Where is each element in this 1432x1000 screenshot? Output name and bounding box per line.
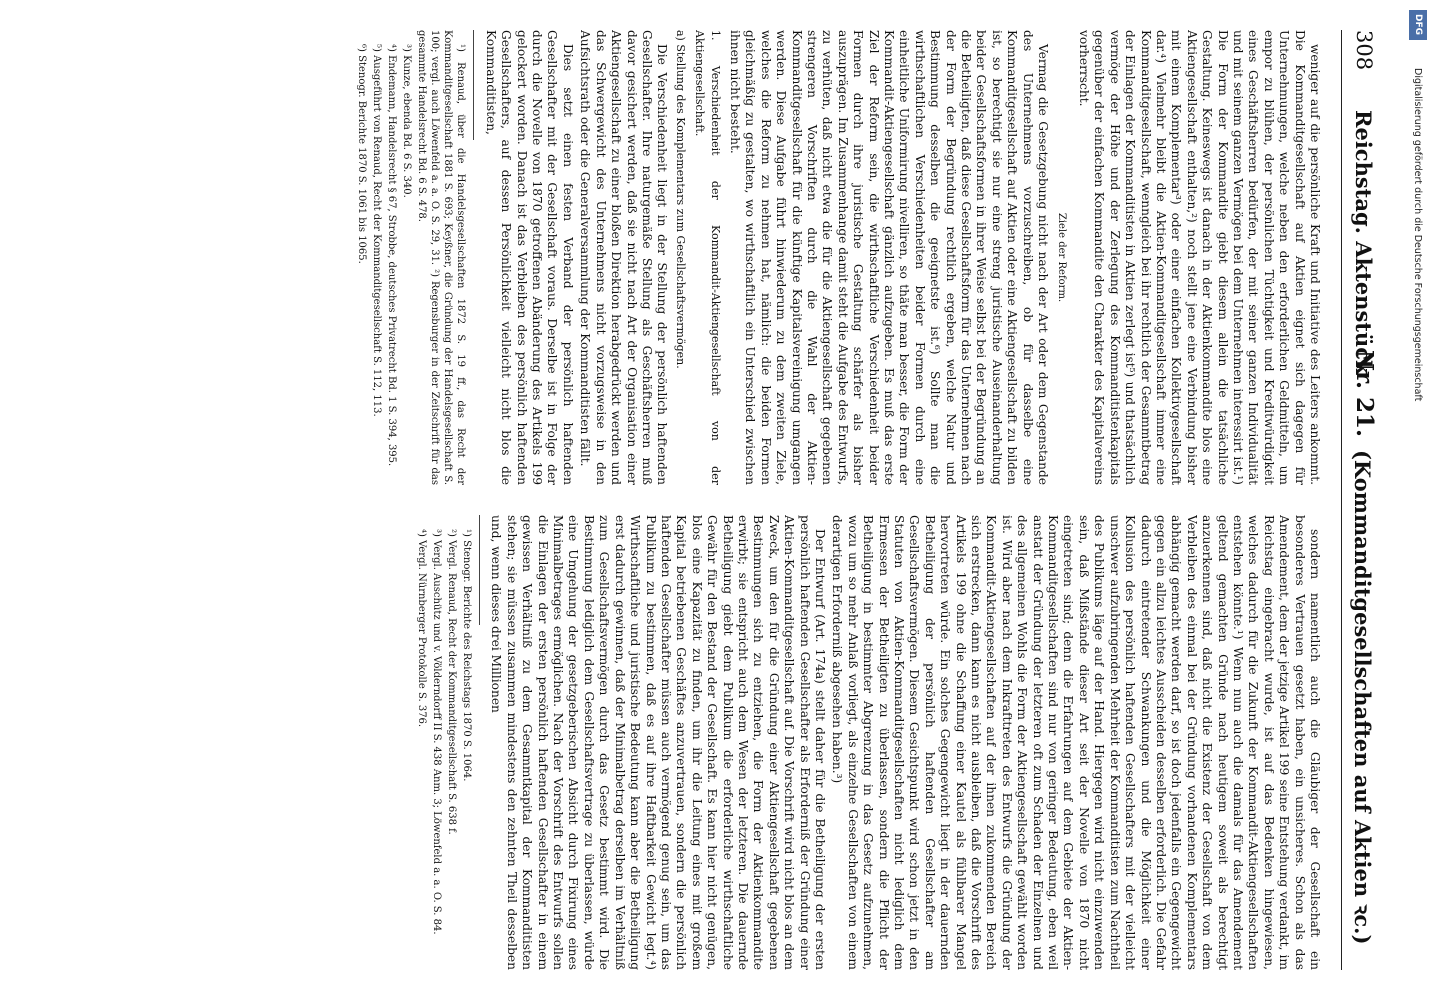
footnote-rule	[473, 30, 474, 140]
body-paragraph: Vermag die Gesetzgebung nicht nach der Art oder dem Gegenstande des Unternehmens vorzuschreiben, ob für dasselbe eine Kommanditgesellschaft auf Aktien oder eine Aktiengesellschaft zu bilden ist, so berechtigt sie nur eine streng juristische Auseinanderhaltung beider Gesellschaftsformen in ihrer Weise selbst bei der Begründung an die Betheiligten, daß diese Gesellschaftsform für das Unternehmen nach der Form der Begründung rechtlich ergeben, welche Natur und Bestimmung desselben die geeignetste ist.⁶) Sollte man die wirthschaftlichen Verschiedenheiten beider Formen durch eine einheitliche Uniformirung nivelliren, so thäte man besser, die Form der Kommandit-Aktiengesellschaft gänzlich aufzugeben. Es muß das erste Ziel der Reform sein, die wirthschaftliche Verschiedenheit beider Formen durch ihre juristische Gestaltung schärfer als bisher auszuprägen. Im Zusammenhange damit steht die Aufgabe des Entwurfs, zu verhüten, daß nicht etwa die für die Aktiengesellschaft gegebenen strengeren Vorschriften durch die Wahl der Aktien-Kommanditgesellschaft für die künftige Kapitalsvereinigung umgangen werden. Diese Aufgabe führt hinwiederum zu dem zweiten Ziele, welches die Reform zu nehmen hat, nämlich: die beiden Formen gleichmäßig zu gestalten, wo wirthschaftlich ein Unterschied zwischen ihnen nicht besteht.	[727, 30, 1051, 485]
subsection-heading: 1. Verschiedenheit der Kommandit-Aktiengesellschaft von der Aktiengesellschaft.	[693, 30, 722, 485]
footnote: ²) Vergl. Renaud, Recht der Kommanditgesellschaft S. 638 f.	[446, 529, 458, 835]
credit-text: Digitalisierung gefördert durch die Deutsche Forschungsgemeinschaft	[1412, 68, 1423, 402]
page-header	[1341, 30, 1382, 970]
right-column	[87, 515, 1322, 970]
document-subject: (Kommanditgesellschaften auf Aktien ꝛc.)	[1350, 450, 1375, 945]
digitization-credit	[1412, 8, 1423, 993]
footnote-rule	[479, 515, 480, 625]
body-paragraph: weniger auf die persönliche Kraft und Initiative des Leiters ankommt. Die Kommanditgesellschaft auf Aktien eignet sich dagegen für Unternehmungen, welche neben den erforderlichen Geldmitteln, um empor zu blühen, der persönlichen Tüchtigkeit und Kreditwürdigkeit eines Geschäftsherren bedürfen, der mit seiner ganzen Individualität und mit seinem ganzen Vermögen bei dem Unternehmen interessirt ist.¹) Die Form der Kommandite giebt diesem allein die tatsächliche Gestaltung. Keineswegs ist danach in der Aktienkommandite blos eine Aktiengesellschaft enthalten,²) noch stellt jene eine Verbindung bisher mit einem Komplementar³) oder einer einfachen Kollektivgesellschaft dar.⁴) Vielmehr bleibt die Aktien-Kommanditgesellschaft immer eine Kommanditgesellschaft, wenngleich bei ihr rechtlich der Gesammtbetrag der Einlagen der Kommanditisten in Aktien zerlegt ist⁵) und thatsächlich vermöge der Höhe und der Zerlegung des Kommanditistenkapitals gegenüber der einfachen Kommandite den Charakter des Kapitalvereins vorherrscht.	[1076, 30, 1322, 485]
subsection-heading: a) Stellung des Komplementars zum Gesellschaftsvermögen.	[673, 30, 687, 369]
footnote: ⁴) Endemann, Handelsrecht § 67, Strobbe, deutsches Privatrecht Bd. 1 S. 394, 395.	[386, 44, 398, 467]
body-paragraph: Der Entwurf (Art. 174a) stellt daher für die Betheiligung der ersten persönlich haftenden Gesellschafter als Erforderniß der Gründung einer Aktien-Kommanditgesellschaft auf. Die Vorschrift wird nicht blos an dem Zweck, um den für die Gründung einer Aktiengesellschaft gegebenen Bestimmungen sich zu entziehen, die Form der Aktienkommandite erwirbt; sie entspricht auch dem Wesen der letzteren. Die dauernde Betheiligung giebt dem Publikum die erforderliche wirthschaftliche Gewähr für den Bestand der Gesellschaft. Es kann hier nicht genügen, blos eine Kapazität zu finden, um ihr die Leitung eines mit großem Kapital betriebenen Geschäftes anzuvertrauen, sondern die persönlich haftenden Gesellschafter müssen auch vermögend genug sein, um das Publikum zu bestimmen, daß es auf ihre Haftbarkeit Gewicht legt.⁴) Wirthschaftliche und juristische Bedeutung kann aber die Betheiligung erst dadurch gewinnen, daß der Minimalbetrag derselben im Verhältniß zum Gesellschaftsvermögen durch das Gesetz bestimmt wird. Die Bestimmung lediglich dem Gesellschaftsvertrage zu überlassen, würde eine Umgehung der gesetzgeberischen Absicht durch Fixirung eines Minimalbetrages ermöglichen. Nach der Vorschrift des Entwurfs sollen die Einlagen der ersten persönlich haftenden Gesellschafter in einem gewissen Verhältniß zu dem Gesammtkapital der Kommanditisten stehen; sie müssen zusammen mindestens den zehnten Theil desselben und, wenn dieses drei Millionen	[489, 515, 827, 970]
page-number: 308	[1352, 30, 1376, 71]
footnote: ⁵) Ausgeführt von Renaud, Recht der Kommanditgesellschaft S. 112, 113.	[371, 44, 383, 417]
body-paragraph: Die Verschiedenheit liegt in der Stellung der persönlich haftenden Gesellschafter. Ihre naturgemäße Stellung als Geschäftsherren muß davor gesichert werden, daß sie nicht nach Art der Organisation einer Aktiengesellschaft zu einer bloßen Direktion herabgedrückt werden und das Schwergewicht des Unternehmens nicht vorzugsweise in den Aufsichtsrath oder die Generalversammlung der Kommanditisten fällt.	[578, 30, 670, 485]
footnotes	[355, 30, 467, 485]
body-paragraph: sondern namentlich auch die Gläubiger der Gesellschaft ein besonderes Vertrauen gesetzt haben, ein unsicheres. Schon als das Amendement, dem der jetzige Artikel 199 seine Entstehung verdankt, im Reichstag eingebracht wurde, ist auf das Bedenken hingewiesen, welches dadurch für die Zukunft der Kommandit-Aktiengesellschaften entstehen könnte.¹) Wenn nun auch die damals für das Amendement geltend gemachten Gründe nach heutigem soweit als berechtigt anzuerkennen sind, daß nicht die Existenz der Gesellschaft von dem Verbleiben des einmal bei der Gründung vorhandenen Komplementars abhängig gemacht werden darf, so ist doch jedenfalls ein Gegengewicht gegen ein allzu leichtes Ausscheiden desselben erforderlich. Die Gefahr dadurch eintretender Schwankungen und die Möglichkeit einer Kollusion des persönlich haftenden Gesellschafters mit der vielleicht unschwer aufzubringenden Mehrheit der Kommanditisten zum Nachtheil des Publikums läge auf der Hand. Hiergegen wird nicht einzuwenden sein, daß Mißstände dieser Art seit der Novelle von 1870 nicht eingetreten sind; denn die Erfahrungen auf dem Gebiete der Aktien-Kommanditgesellschaften sind nur von geringer Bedeutung, eben weil anstatt der Gründung der letzteren oft zum Schaden der Einzelnen und des allgemeinen Wohls die Form der Aktiengesellschaft gewählt worden ist. Wird aber nach dem Inkrafttreten des Entwurfs die Gründung der Kommandit-Aktiengesellschaften auf der ihnen zukommenden Bereich sich erstrecken, dann kann es nicht ausbleiben, daß die Vorschrift des Artikels 199 ohne die Schaffung einer Kautel als fühlbarer Mangel hervortreten würde. Ein solches Gegengewicht liegt in der dauernden Betheiligung der persönlich haftenden Gesellschafter am Gesellschaftsvermögen. Diesem Gesichtspunkt wird schon jetzt in den Statuten von Aktien-Kommanditgesellschaften nicht lediglich dem Ermessen der Betheiligten zu überlassen, sondern die Pflicht der Betheiligung in bestimmter Abgrenzung in das Gesetz aufzunehmen, wozu um so mehr Anlaß vorliegt, als einzelne Gesellschaften von einem derartigen Erforderniß abgesehen haben.³)	[830, 515, 1322, 970]
footnote: ¹) Stenogr. Berichte des Reichstags 1870 S. 1064.	[461, 529, 473, 782]
left-column	[87, 30, 1322, 485]
body-paragraph: Dies setzt einen festen Verband der persönlich haftenden Gesellschafter mit der Gesellschaft voraus. Derselbe ist in Folge der durch die Novelle von 1870 getroffenen Abänderung des Artikels 199 gelockert worden. Danach ist das Verbleiben des persönlich haftenden Gesellschafters, auf dessen Persönlichkeit vielleicht nicht blos die Kommanditisten,	[483, 30, 575, 485]
dfg-logo: DFG	[1409, 10, 1427, 40]
section-title: Ziele der Reform.	[1056, 212, 1068, 303]
footnotes	[415, 515, 473, 970]
document-number: Nr. 21.	[1351, 350, 1378, 438]
footnote: ³) Kunze, ebenda Bd. 6 S. 340.	[401, 44, 413, 198]
footnote: ⁶) Stenogr. Berichte 1870 S. 1061 bis 1065.	[356, 44, 368, 264]
running-title: Reichstag. Aktenstück	[1351, 110, 1376, 375]
footnote: ⁴) Vergl. Nürnberger Protokolle S. 376.	[416, 529, 428, 728]
footnote: ³) Vergl. Auschütz und v. Völderndorff II S. 438 Anm. 3; Löwenfeld a. a. O. S. 84.	[431, 529, 443, 935]
footnote: ¹) Renaud, über die Handelsgesellschaften 1872 S. 19 ff., das Recht der Kommanditgesellschaft 1881 S. 693; Keyßner, die Gründung der Handelsgesellschaft S. 100; vergl. auch Löwenfeld a. a. O. S. 29, 31. ²) Regensburger in der Zeitschrift für das gesammte Handelsrecht Bd. 6 S. 478.	[416, 30, 467, 485]
